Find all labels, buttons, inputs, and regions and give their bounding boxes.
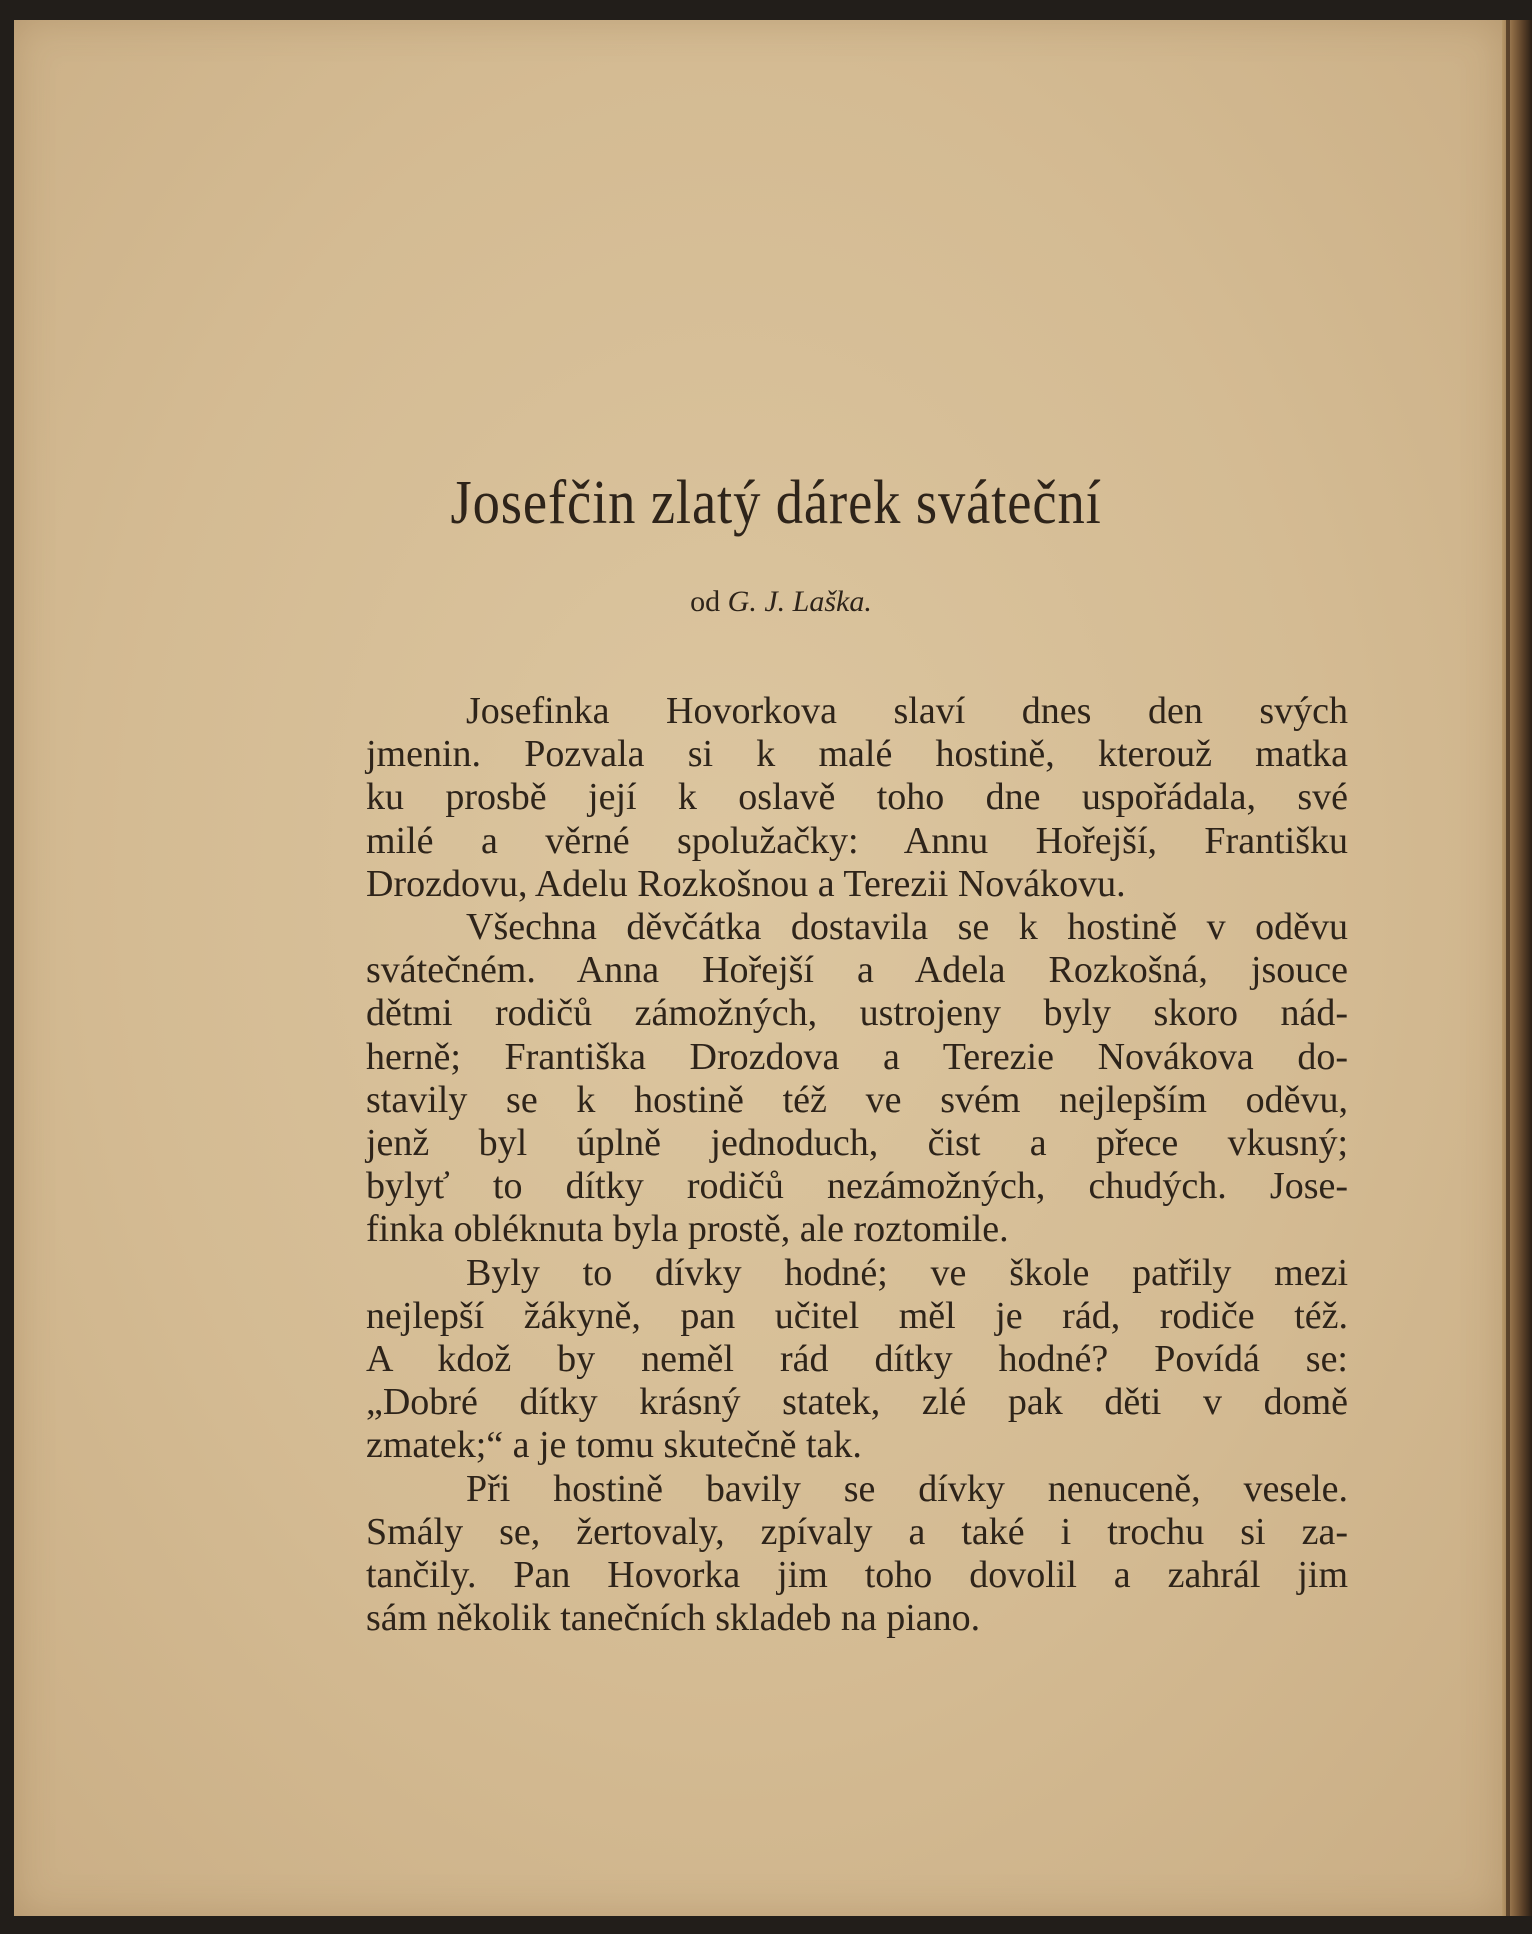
- text-line: jenž byl úplně jednoduch, čist a přece vkusný;: [366, 1122, 1348, 1165]
- story-title: Josefčin zlatý dárek sváteční: [450, 469, 1102, 537]
- text-line: zmatek;“ a je tomu skutečně tak.: [366, 1424, 862, 1467]
- text-line: sám několik tanečních skladeb na piano.: [366, 1597, 981, 1640]
- paragraph: [366, 1252, 1348, 1468]
- byline-prefix: od: [690, 585, 721, 618]
- text-line: dětmi rodičů zámožných, ustrojeny byly skoro nád-: [366, 992, 1348, 1035]
- paragraph: [366, 906, 1348, 1252]
- page-gutter-edge: [1506, 20, 1510, 1916]
- text-line: Drozdovu, Adelu Rozkošnou a Terezii Novákovu.: [366, 862, 1126, 905]
- text-line: svátečném. Anna Hořejší a Adela Rozkošná, jsouce: [366, 949, 1348, 992]
- text-line: Při hostině bavily se dívky nenuceně, vesele.: [466, 1467, 1348, 1510]
- text-line: Josefinka Hovorkova slaví dnes den svých: [466, 690, 1348, 732]
- text-line: ku prosbě její k oslavě toho dne uspořádala, své: [366, 776, 1348, 819]
- text-line: stavily se k hostině též ve svém nejlepším oděvu,: [366, 1078, 1348, 1121]
- paragraph: [366, 1468, 1348, 1641]
- text-line: herně; Františka Drozdova a Terezie Novákova do-: [366, 1035, 1348, 1078]
- story-body: [366, 690, 1348, 1640]
- text-line: Všechna děvčátka dostavila se k hostině v oděvu: [466, 906, 1348, 949]
- text-line: jmenin. Pozvala si k malé hostině, kterouž matka: [366, 733, 1348, 776]
- text-line: Byly to dívky hodné; ve škole patřily mezi: [466, 1251, 1348, 1294]
- text-line: milé a věrné spolužačky: Annu Hořejší, Františku: [366, 819, 1348, 862]
- text-line: A kdož by neměl rád dítky hodné? Povídá se:: [366, 1338, 1348, 1381]
- text-line: nejlepší žákyně, pan učitel měl je rád, rodiče též.: [366, 1294, 1348, 1337]
- text-line: tančily. Pan Hovorka jim toho dovolil a zahrál jim: [366, 1554, 1348, 1597]
- text-line: „Dobré dítky krásný statek, zlé pak děti v domě: [366, 1381, 1348, 1424]
- text-line: finka obléknuta byla prostě, ale roztomile.: [366, 1208, 1009, 1251]
- story-byline: [0, 585, 1532, 619]
- paragraph: [366, 690, 1348, 906]
- text-line: bylyť to dítky rodičů nezámožných, chudých. Jose-: [366, 1165, 1348, 1208]
- text-line: Smály se, žertovaly, zpívaly a také i trochu si za-: [366, 1510, 1348, 1553]
- byline-author: G. J. Laška.: [727, 585, 872, 618]
